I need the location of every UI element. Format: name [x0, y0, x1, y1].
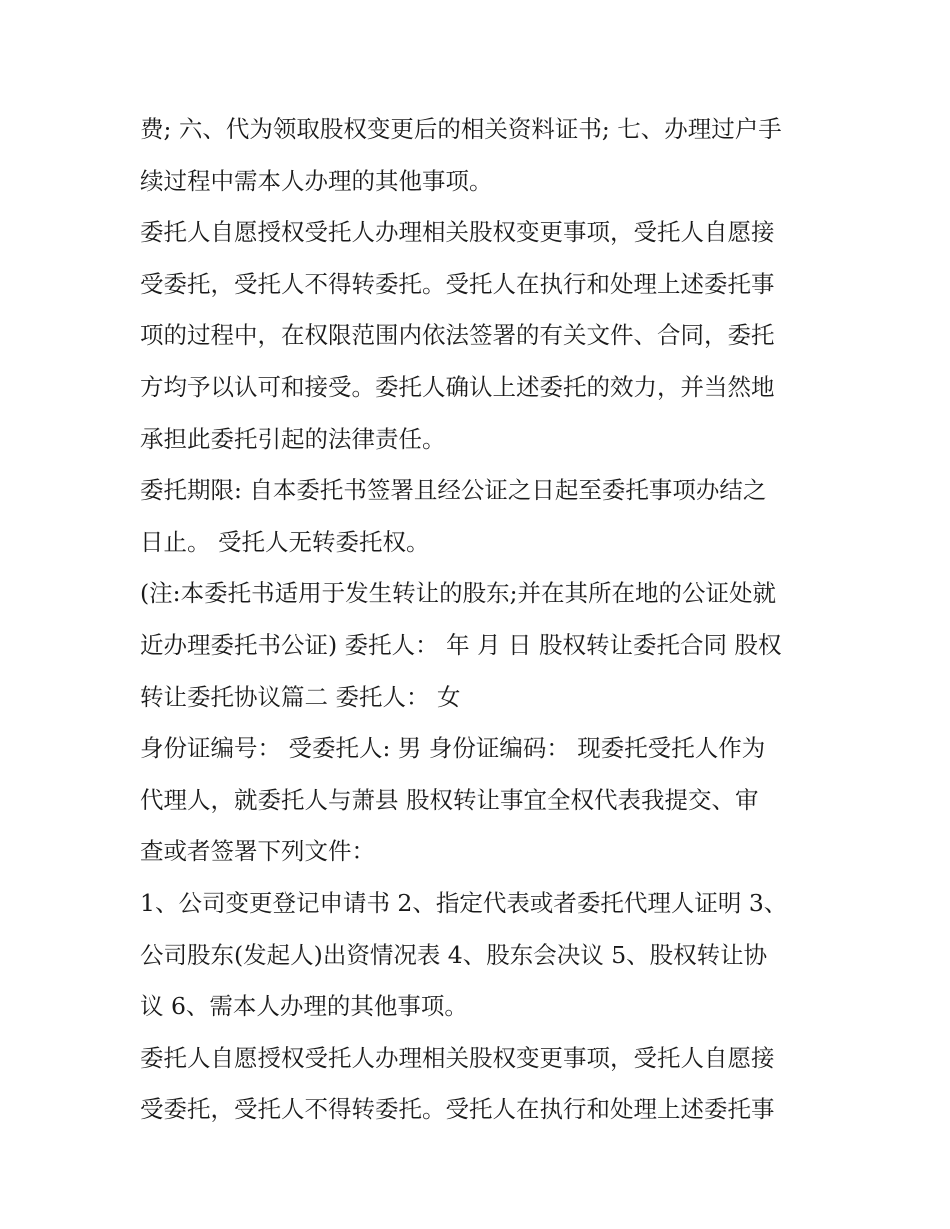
- text-line: 议 6、需本人办理的其他事项。: [140, 992, 468, 1021]
- text-line: 身份证编号： 受委托人: 男 身份证编码： 现委托受托人作为: [140, 734, 766, 763]
- text-line: 1、公司变更登记申请书 2、指定代表或者委托代理人证明 3、: [140, 888, 788, 917]
- text-line: 续过程中需本人办理的其他事项。: [140, 166, 493, 195]
- text-line: 委托人自愿授权受托人办理相关股权变更事项，受托人自愿接: [140, 218, 775, 247]
- text-line: (注:本委托书适用于发生转让的股东;并在其所在地的公证处就: [140, 579, 777, 608]
- text-line: 公司股东(发起人)出资情况表 4、股东会决议 5、股权转让协: [140, 940, 768, 969]
- document-body: [140, 104, 820, 1136]
- text-line: 费; 六、代为领取股权变更后的相关资料证书; 七、办理过户手: [140, 115, 782, 143]
- text-line: 受委托，受托人不得转委托。受托人在执行和处理上述委托事: [140, 1095, 775, 1124]
- text-line: 转让委托协议篇二 委托人： 女: [140, 682, 461, 711]
- text-line: 委托期限: 自本委托书签署且经公证之日起至委托事项办结之: [140, 476, 767, 505]
- text-line: 项的过程中，在权限范围内依法签署的有关文件、合同，委托: [140, 321, 775, 350]
- text-line: 代理人，就委托人与萧县 股权转让事宜全权代表我提交、审: [140, 785, 759, 814]
- text-line: 委托人自愿授权受托人办理相关股权变更事项，受托人自愿接: [140, 1043, 775, 1072]
- text-line: 方均予以认可和接受。委托人确认上述委托的效力，并当然地: [140, 372, 775, 401]
- text-line: 近办理委托书公证) 委托人： 年 月 日 股权转让委托合同 股权: [140, 630, 782, 659]
- text-line: 查或者签署下列文件：: [140, 837, 375, 866]
- text-line: 受委托，受托人不得转委托。受托人在执行和处理上述委托事: [140, 269, 775, 298]
- text-line: 日止。 受托人无转委托权。: [140, 527, 430, 556]
- text-line: 承担此委托引起的法律责任。: [140, 424, 446, 453]
